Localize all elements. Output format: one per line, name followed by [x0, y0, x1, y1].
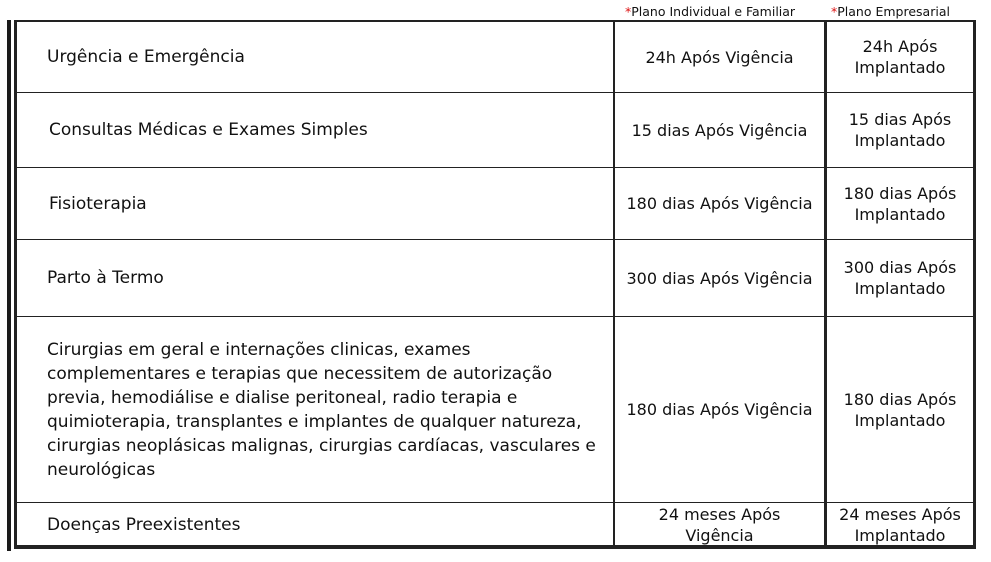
- row-empresarial-text: 300 dias Após Implantado: [843, 258, 957, 298]
- row-empresarial-text: 24h Após Implantado: [854, 37, 946, 77]
- row-empresarial-value: [825, 93, 973, 167]
- row-empresarial-text: 15 dias Após Implantado: [848, 110, 952, 150]
- asterisk-mark: *: [831, 4, 838, 19]
- row-empresarial-value: [825, 317, 973, 502]
- table-row: [17, 92, 973, 167]
- header-plano-empresarial-label: Plano Empresarial: [837, 4, 950, 19]
- row-label: Doenças Preexistentes: [47, 515, 241, 535]
- row-empresarial-text: 180 dias Após Implantado: [843, 183, 957, 224]
- row-empresarial-value: [825, 168, 973, 239]
- row-label: Parto à Termo: [47, 268, 164, 288]
- header-plano-individual-label: Plano Individual e Familiar: [631, 4, 796, 19]
- table-row: [17, 22, 973, 92]
- row-empresarial-text: 24 meses Após Implantado: [839, 505, 961, 545]
- row-individual-value: 180 dias Após Vigência: [613, 168, 825, 239]
- row-label: Fisioterapia: [49, 193, 147, 214]
- row-individual-value: 300 dias Após Vigência: [613, 240, 825, 316]
- row-individual-value: [613, 503, 825, 547]
- row-individual-value: 15 dias Após Vigência: [613, 93, 825, 167]
- row-empresarial-value: [825, 240, 973, 316]
- row-individual-value: 24h Após Vigência: [613, 22, 825, 92]
- carencia-table: [14, 20, 976, 549]
- table-row: [17, 167, 973, 239]
- table-row: [17, 239, 973, 316]
- table-row: [17, 502, 973, 547]
- row-label-text: Cirurgias em geral e internações clinicas, exames complementares e terapias que necessitem de autorização previa, hemodiálise e dialise peritoneal, radio terapia e quimioterapia, transplantes e implantes de qualquer natureza, cirurgias neoplásicas malignas, cirurgias cardíacas, vasculares e neurológicas: [47, 339, 596, 480]
- row-individual-text: 24 meses Após Vigência: [658, 505, 781, 545]
- asterisk-mark: *: [625, 4, 632, 19]
- row-label: [17, 317, 613, 502]
- row-empresarial-value: [825, 22, 973, 92]
- row-empresarial-value: [825, 503, 973, 547]
- table-row: [17, 316, 973, 502]
- header-plano-empresarial: [831, 4, 950, 19]
- row-individual-value: 180 dias Após Vigência: [613, 317, 825, 502]
- header-plano-individual: [625, 4, 795, 19]
- row-empresarial-text: 180 dias Após Implantado: [843, 389, 957, 430]
- outer-left-border: [7, 20, 11, 551]
- row-label: Consultas Médicas e Exames Simples: [49, 120, 368, 140]
- row-label: Urgência e Emergência: [47, 47, 245, 67]
